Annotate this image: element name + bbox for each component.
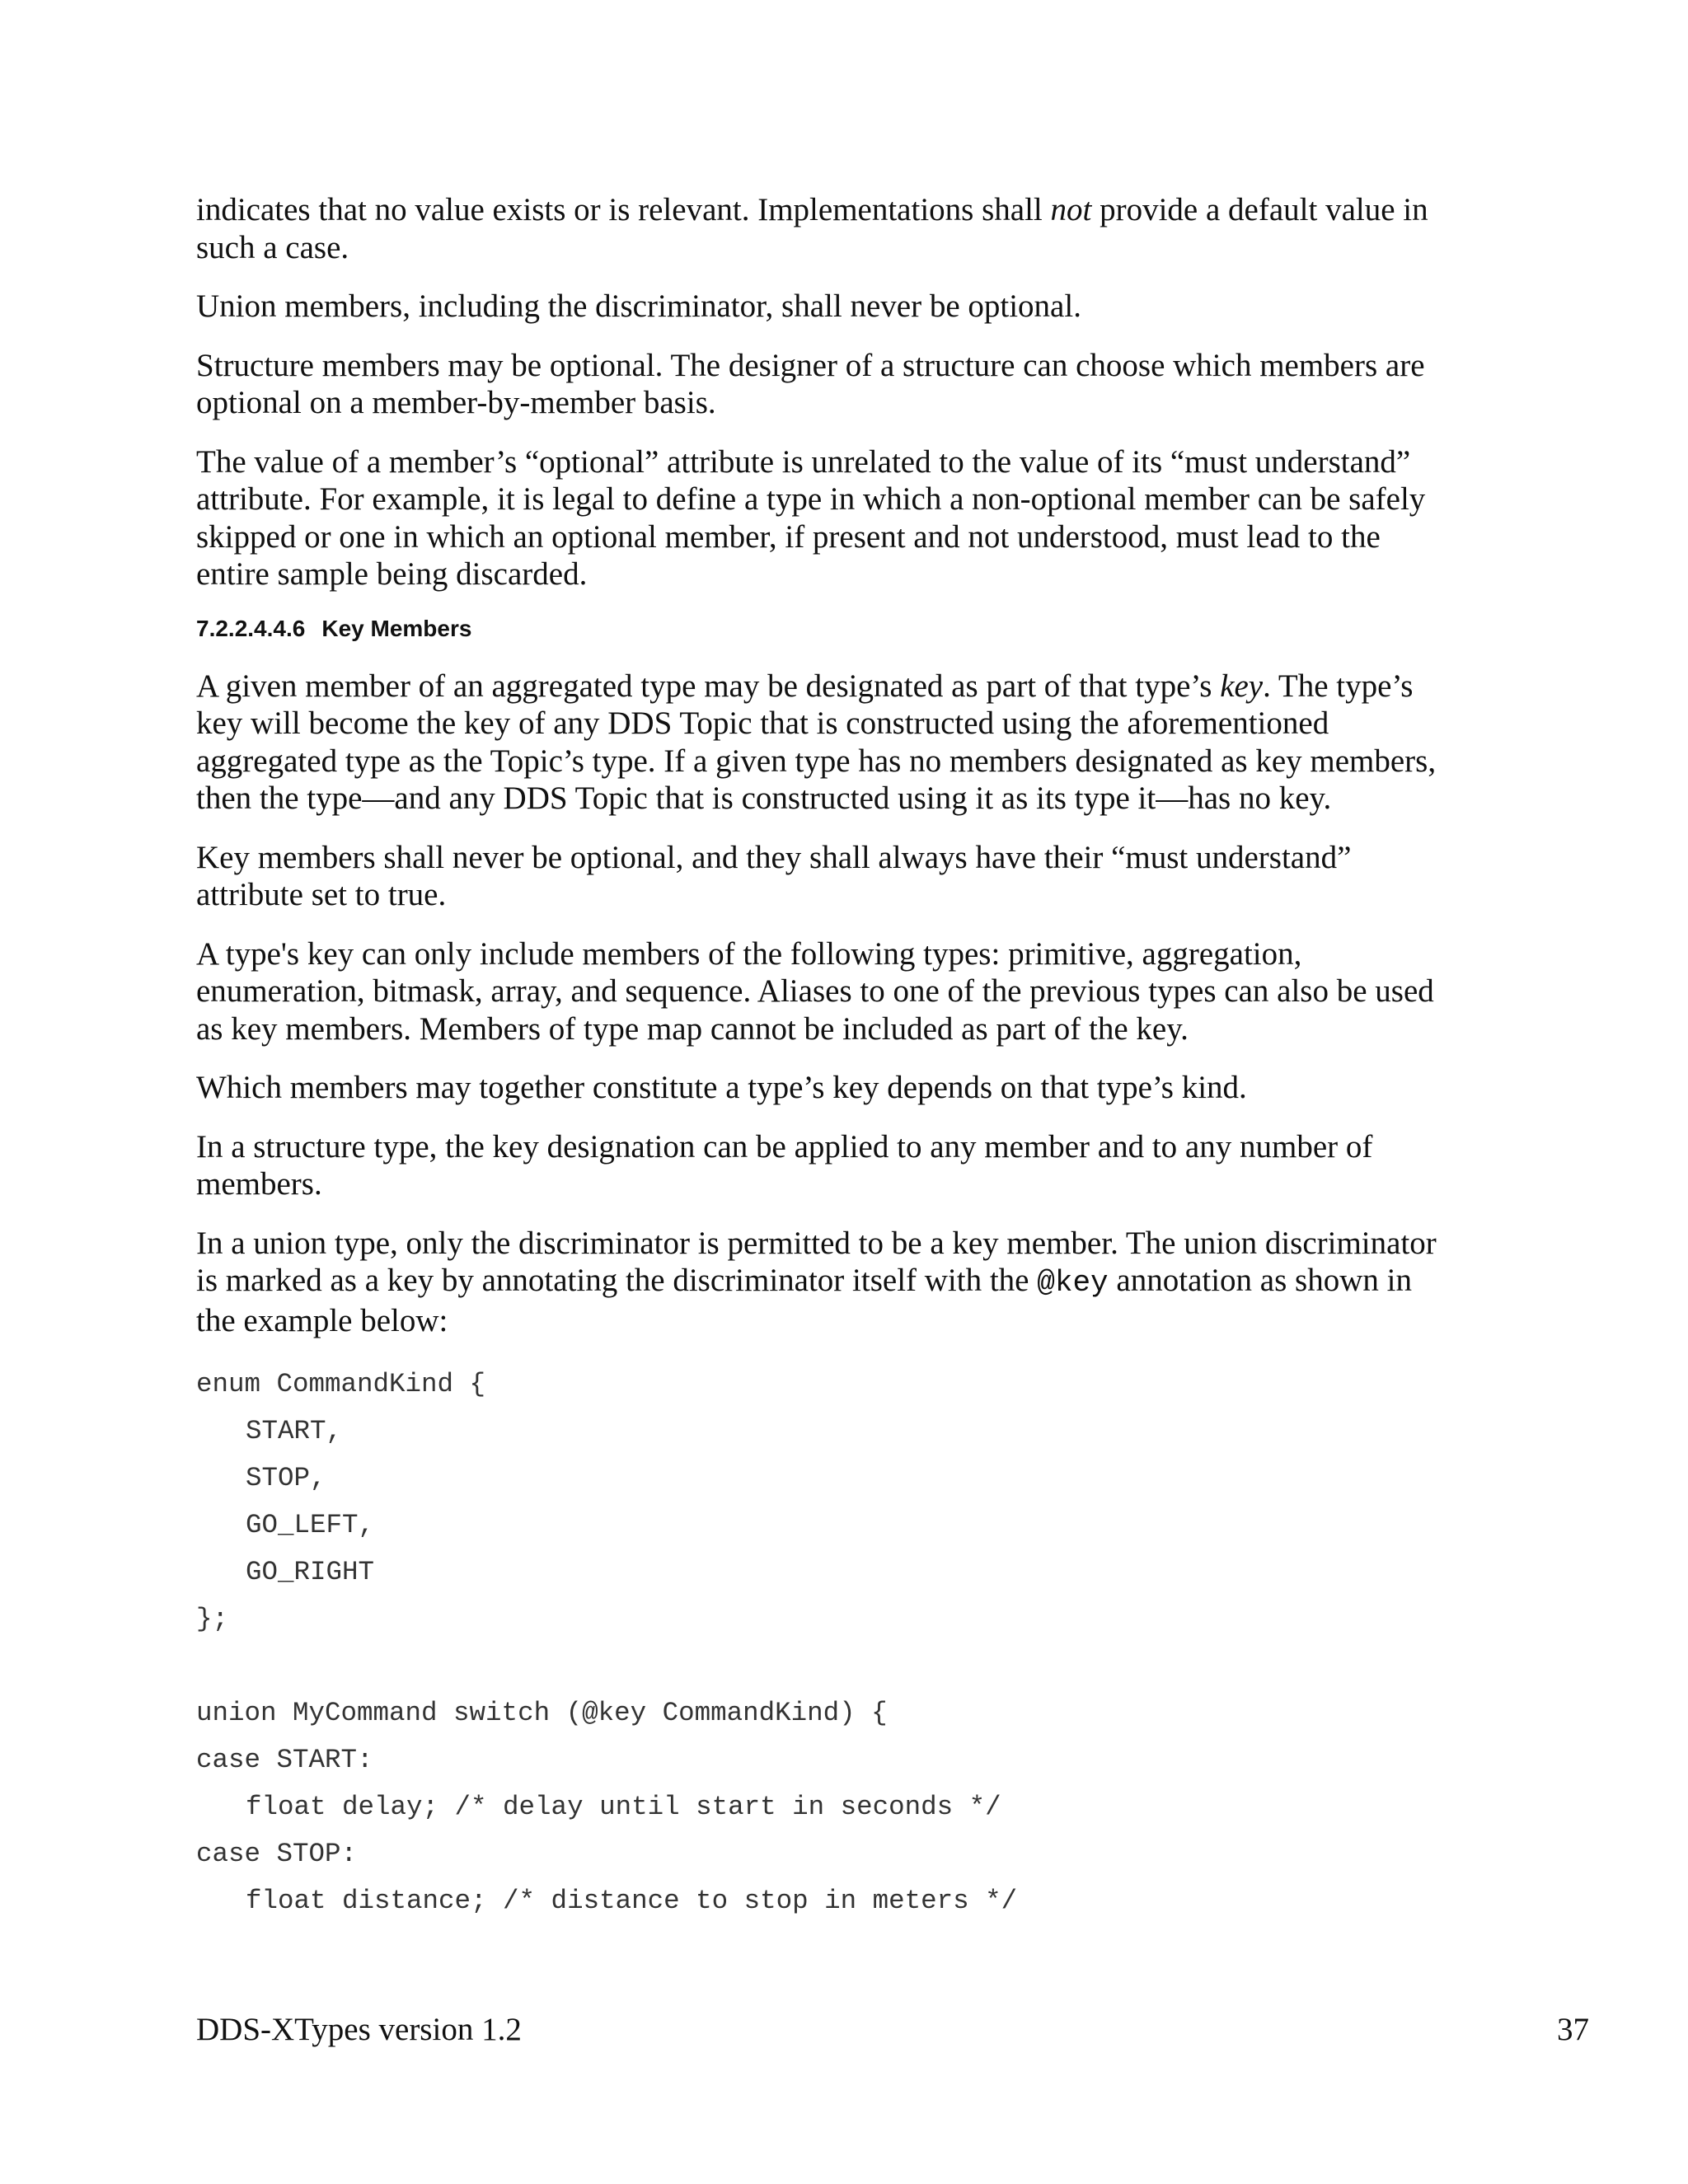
code-line: GO_RIGHT bbox=[246, 1557, 375, 1587]
code-line: GO_LEFT, bbox=[246, 1510, 375, 1540]
code-line: case STOP: bbox=[196, 1839, 358, 1869]
footer-document-title: DDS-XTypes version 1.2 bbox=[196, 2012, 522, 2047]
paragraph-structure-members: Structure members may be optional. The designer of a structure can choose which members are optional on a member-by-member basis. bbox=[196, 347, 1425, 420]
paragraph-text: . The type’s key will become the key of any DDS Topic that is constructed using the aforementioned aggregated type as the Topic’s type. If a given type has no members designated as key members, then the type—and any DDS Topic that is constructed using it as its type it—has no key. bbox=[196, 668, 1437, 816]
paragraph-structure-key: In a structure type, the key designation can be applied to any member and to any number of members. bbox=[196, 1128, 1373, 1202]
paragraph-union-members: Union members, including the discriminator, shall never be optional. bbox=[196, 288, 1081, 324]
code-line: STOP, bbox=[246, 1463, 326, 1493]
code-line: enum CommandKind { bbox=[196, 1369, 486, 1399]
code-line: START, bbox=[246, 1416, 343, 1446]
paragraph-text: provide a default value in such a case. bbox=[196, 192, 1428, 265]
paragraph-key-never-optional: Key members shall never be optional, and they shall always have their “must understand” attribute set to true. bbox=[196, 839, 1352, 912]
paragraph-text: annotation as shown in the example below: bbox=[196, 1263, 1412, 1338]
paragraph-union-key bbox=[196, 1225, 1492, 1340]
code-line: float distance; /* distance to stop in meters */ bbox=[246, 1886, 1018, 1916]
paragraph-text: indicates that no value exists or is relevant. Implementations shall bbox=[196, 192, 1051, 227]
code-example bbox=[196, 1361, 1492, 1924]
section-title: Key Members bbox=[321, 615, 472, 641]
code-line: case START: bbox=[196, 1745, 373, 1775]
emphasis-text: not bbox=[1050, 192, 1092, 227]
paragraph-optional-attribute: The value of a member’s “optional” attribute is unrelated to the value of its “must understand” attribute. For example, it is legal to define a type in which a non-optional member can be safely skipped or one in which an optional member, if present and not understood, must lead to the entire sample being discarded. bbox=[196, 443, 1426, 592]
page-body bbox=[196, 191, 1492, 1924]
code-line: union MyCommand switch (@key CommandKind) { bbox=[196, 1698, 888, 1728]
code-line: }; bbox=[196, 1604, 229, 1634]
page-number: 37 bbox=[1557, 2012, 1589, 2047]
paragraph-key-depends-kind: Which members may together constitute a type’s key depends on that type’s kind. bbox=[196, 1070, 1247, 1105]
paragraph-text: A given member of an aggregated type may be designated as part of that type’s bbox=[196, 668, 1221, 704]
paragraph-text: In a union type, only the discriminator is permitted to be a key member. The union discriminator is marked as a key by annotating the discriminator itself with the bbox=[196, 1225, 1437, 1298]
emphasis-text: key bbox=[1220, 668, 1264, 704]
code-line: float delay; /* delay until start in seconds */ bbox=[246, 1792, 1001, 1822]
section-number: 7.2.2.4.4.6 bbox=[196, 615, 306, 641]
paragraph-no-default-value bbox=[196, 191, 1492, 266]
inline-code: @key bbox=[1037, 1266, 1109, 1300]
section-heading bbox=[196, 615, 1492, 643]
paragraph-key-member-types: A type's key can only include members of the following types: primitive, aggregation, enumeration, bitmask, array, and sequence. Aliases to one of the previous types can also be used as key members. Members of type map cannot be included as part of the key. bbox=[196, 935, 1434, 1047]
code-line bbox=[196, 1643, 1492, 1690]
paragraph-key-definition bbox=[196, 668, 1492, 818]
